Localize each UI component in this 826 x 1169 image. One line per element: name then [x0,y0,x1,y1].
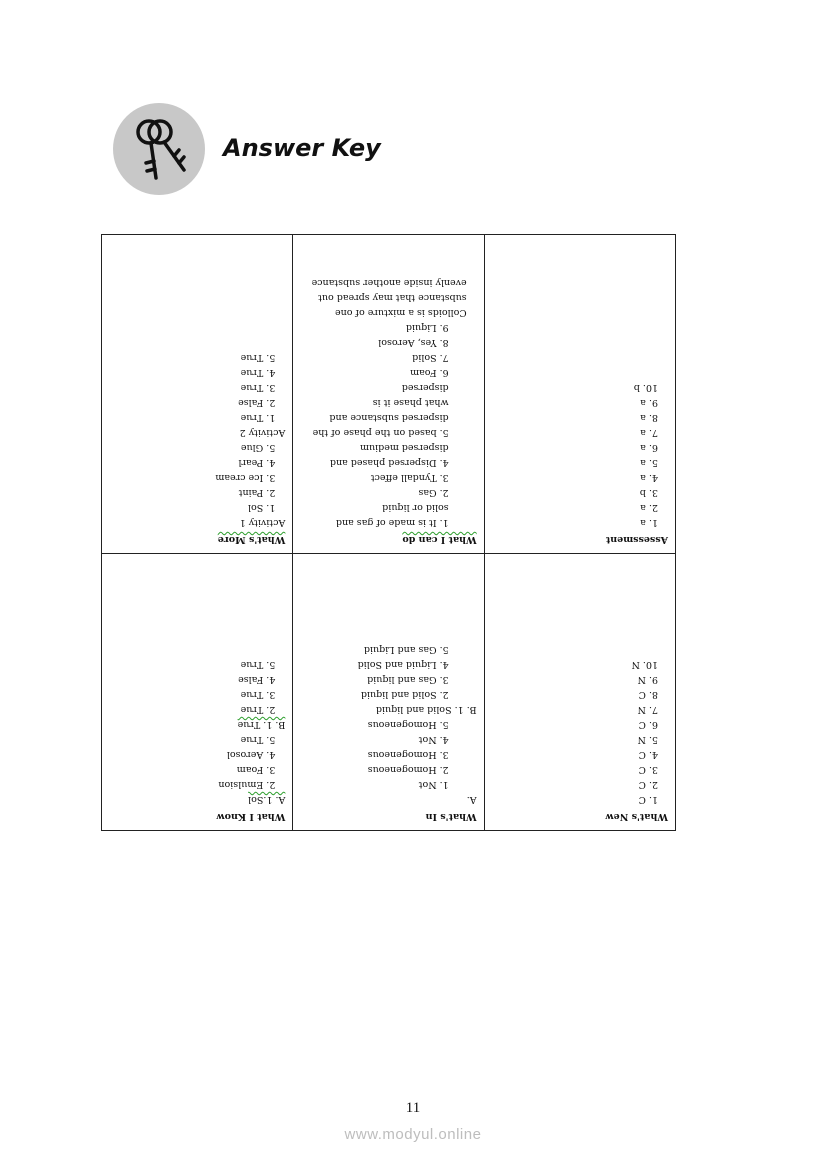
cell-heading: What I Know [216,811,286,822]
list-item: 3. Gas and liquid [367,674,449,685]
list-item: 1. Not [418,779,449,790]
page-number: 11 [405,1100,421,1116]
keys-icon [113,103,205,195]
cell-heading: What's New [605,811,668,822]
list-item: 5. True [240,659,276,670]
cell-heading: What's In [425,811,477,822]
answer-table-wrapper [101,234,676,831]
list-item: 3. b [639,487,658,498]
list-item: Colloids is a mixture of one [335,307,467,318]
list-item: dispersed substance and [329,412,449,423]
list-item: 6. a [640,442,658,453]
list-item: 9. N [637,674,658,685]
list-item: 3. Ice cream [215,472,276,483]
list-item: 2. Gas [418,487,449,498]
list-item: 8. a [640,412,658,423]
part-label: A. [466,794,477,805]
list-item: 5. Gas and Liquid [363,644,449,655]
activity-label: Activity 2 [239,427,286,438]
list-item: 5. based on the phase of the [312,427,449,438]
list-item: 5. True [240,352,276,363]
activity-label: Activity 1 [239,517,286,528]
cell-heading [109,532,285,547]
list-item: substance that may spread out [318,292,467,303]
list-item: 4. C [638,749,658,760]
list-item: 7. Solid [412,352,449,363]
list-item: 4. Aerosol [226,749,276,760]
list-item: 8. Yes, Aerosol [378,337,449,348]
list-item: 4. True [240,367,276,378]
list-item: 5. True [240,734,276,745]
list-item: 9. a [640,397,658,408]
cell-whats-in [293,554,484,831]
list-item: 1. True [240,412,276,423]
list-item: 2. C [638,779,658,790]
list-item: 4. a [640,472,658,483]
answer-table [101,234,676,831]
list-item: 5. a [640,457,658,468]
list-item: 3. Homogeneous [367,749,449,760]
list-item: 6. C [638,719,658,730]
cell-heading [300,532,476,547]
list-item: B. 1. Solid and liquid [375,704,477,715]
list-item: 3. C [638,764,658,775]
list-item: solid or liquid [382,502,449,513]
list-item: 3. Tyndall effect [370,472,449,483]
list-item: dispersed medium [359,442,449,453]
list-item: 1. C [638,794,658,805]
list-item: 6. Foam [410,367,449,378]
list-item: 2. Emulsion [218,779,276,790]
list-item: 5. Glue [240,442,276,453]
list-item: 10. N [631,659,658,670]
list-item: 2. True [240,704,276,715]
list-item: 5. Homogeneous [367,719,449,730]
cell-heading: Assessment [605,534,668,545]
list-item [109,792,285,807]
list-item: 2. Paint [238,487,276,498]
cell-whats-more [102,235,293,554]
list-item: dispersed [401,382,449,393]
list-item-text: A. 1.Sol [248,794,286,805]
list-item: evenly inside another substance [311,277,467,288]
list-item: 4. Not [418,734,449,745]
list-item: 4. Dispersed phased and [329,457,449,468]
list-item: 9. Liquid [405,322,449,333]
list-item: 4. Pearl [238,457,276,468]
cell-what-i-can-do [293,235,484,554]
list-item: 3. True [240,382,276,393]
list-item: 7. a [640,427,658,438]
heading-text: What I can do [402,534,477,545]
list-item [109,717,285,732]
list-item: 3. Foam [236,764,276,775]
list-item: 1. It is made of gas and [335,517,449,528]
list-item: 1. Sol [247,502,276,513]
list-item: 4. Liquid and Solid [357,659,449,670]
list-item: 1. a [640,517,658,528]
list-item: what phase it is [372,397,449,408]
page-title: Answer Key [223,134,381,162]
cell-whats-new [484,554,675,831]
list-item: 2. a [640,502,658,513]
watermark: www.modyul.online [344,1126,482,1143]
list-item: 8. C [638,689,658,700]
list-item-text: B. 1. True [237,719,286,730]
list-item: 10. b [633,382,658,393]
cell-what-i-know [102,554,293,831]
cell-assessment [484,235,675,554]
list-item: 5. N [637,734,658,745]
list-item: 2. False [238,397,276,408]
list-item: 3. True [240,689,276,700]
list-item: 4. False [238,674,276,685]
list-item: 2. Solid and liquid [360,689,449,700]
list-item: 7. N [637,704,658,715]
list-item: 2. Homogeneous [367,764,449,775]
heading-text: What's More [217,534,286,545]
